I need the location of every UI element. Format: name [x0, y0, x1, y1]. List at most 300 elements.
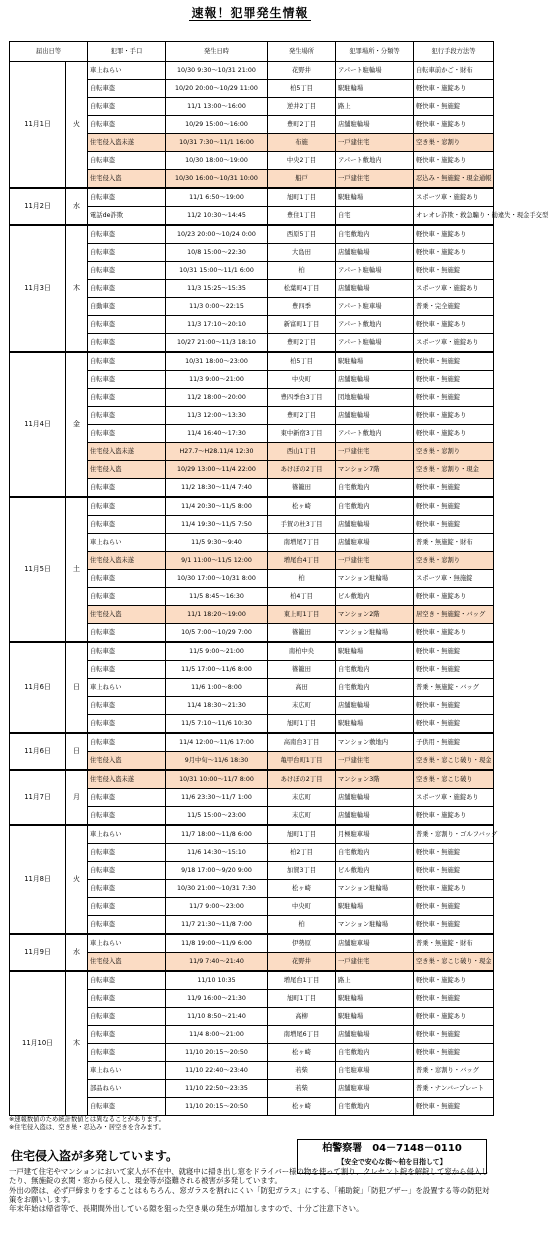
report-weekday: 木 [66, 225, 88, 352]
place-category: 駅駐輪場 [336, 352, 414, 371]
location: 旭町1丁目 [268, 188, 336, 207]
method: 空き巣・窓割り [414, 443, 494, 461]
location: 豊町2丁目 [268, 334, 336, 353]
table-row [10, 825, 494, 844]
occurrence-time: 11/5 9:00～21:00 [166, 642, 268, 661]
occurrence-time: 11/4 8:00～21:00 [166, 1026, 268, 1044]
col-header-location: 発生場所 [268, 42, 336, 62]
warning-headline: 住宅侵入盗が多発しています。 [11, 1149, 179, 1163]
place-category: 駅駐輪場 [336, 990, 414, 1008]
location: 柏5丁目 [268, 352, 336, 371]
crime-type: 自転車盗 [88, 516, 166, 534]
occurrence-time: 10/31 18:00～23:00 [166, 352, 268, 371]
crime-type: 自転車盗 [88, 280, 166, 298]
location: 末広町 [268, 697, 336, 715]
location: あけぼの2丁目 [268, 770, 336, 789]
occurrence-time: 11/5 17:00～11/6 8:00 [166, 661, 268, 679]
report-date: 11月8日 [10, 825, 66, 934]
place-category: アパート敷地内 [336, 425, 414, 443]
crime-type: 自転車盗 [88, 479, 166, 498]
place-category: アパート駐輪場 [336, 62, 414, 80]
report-date: 11月6日 [10, 642, 66, 733]
report-weekday: 日 [66, 733, 88, 770]
occurrence-time: 11/1 6:50～19:00 [166, 188, 268, 207]
location: 東上町1丁目 [268, 606, 336, 624]
location: 伊勢原 [268, 934, 336, 953]
location: 高柳 [268, 1008, 336, 1026]
occurrence-time: 11/5 15:00～23:00 [166, 807, 268, 826]
occurrence-time: 11/5 8:45～16:30 [166, 588, 268, 606]
method: 軽快車・無施錠 [414, 371, 494, 389]
method: 軽快車・施錠あり [414, 880, 494, 898]
location: 中央2丁目 [268, 152, 336, 170]
crime-type: 自転車盗 [88, 715, 166, 734]
col-header-crime-type: 犯罪・手口 [88, 42, 166, 62]
place-category: 店舗駐輪場 [336, 280, 414, 298]
place-category: マンション7階 [336, 461, 414, 479]
report-date: 11月10日 [10, 971, 66, 1116]
method: 軽快車・施錠あり [414, 316, 494, 334]
crime-table-body [10, 62, 548, 1116]
location: 末広町 [268, 789, 336, 807]
table-row [10, 188, 494, 207]
occurrence-time: 11/8 19:00～11/9 6:00 [166, 934, 268, 953]
occurrence-time: 11/4 20:30～11/5 8:00 [166, 497, 268, 516]
location: 若柴 [268, 1062, 336, 1080]
crime-type: 自転車盗 [88, 334, 166, 353]
occurrence-time: 11/10 20:15～20:50 [166, 1098, 268, 1116]
location: 松ヶ崎 [268, 880, 336, 898]
crime-type: 自動車盗 [88, 298, 166, 316]
crime-type: 自転車盗 [88, 116, 166, 134]
location: 南増尾7丁目 [268, 534, 336, 552]
occurrence-time: 11/1 13:00～16:00 [166, 98, 268, 116]
location: 松ヶ崎 [268, 1098, 336, 1116]
occurrence-time: 9/1 11:00～11/5 12:00 [166, 552, 268, 570]
report-weekday: 月 [66, 770, 88, 825]
occurrence-time: 11/4 18:30～21:30 [166, 697, 268, 715]
occurrence-time: 10/30 18:00～19:00 [166, 152, 268, 170]
place-category: 一戸建住宅 [336, 134, 414, 152]
method: 軽快車・無施錠 [414, 862, 494, 880]
location: 旭町1丁目 [268, 825, 336, 844]
location: 豊四季 [268, 298, 336, 316]
method: 軽快車・施錠あり [414, 425, 494, 443]
method: 居空き・無施錠・バッグ [414, 606, 494, 624]
report-date: 11月4日 [10, 352, 66, 497]
location: 大島田 [268, 244, 336, 262]
crime-type: 車上ねらい [88, 825, 166, 844]
method: 軽快車・無施錠 [414, 661, 494, 679]
crime-type: 自転車盗 [88, 733, 166, 752]
method: 普乗・無施錠・財布 [414, 934, 494, 953]
location: 篠籠田 [268, 661, 336, 679]
occurrence-time: 10/20 20:00～10/29 11:00 [166, 80, 268, 98]
method: 空き巣・窓割り [414, 134, 494, 152]
table-row [10, 497, 494, 516]
crime-type: 自転車盗 [88, 225, 166, 244]
place-category: 自宅敷地内 [336, 497, 414, 516]
occurrence-time: 9/18 17:00～9/20 9:00 [166, 862, 268, 880]
crime-type: 自転車盗 [88, 80, 166, 98]
crime-table [9, 41, 548, 1116]
method: 軽快車・無施錠 [414, 697, 494, 715]
place-category: アパート駐輪場 [336, 262, 414, 280]
location: 高田 [268, 679, 336, 697]
occurrence-time: 11/5 7:10～11/6 10:30 [166, 715, 268, 734]
place-category: 自宅敷地内 [336, 225, 414, 244]
occurrence-time: 11/3 17:10～20:10 [166, 316, 268, 334]
police-name-phone: 柏警察署 04－7148－0110 [322, 1143, 462, 1154]
crime-type: 自転車盗 [88, 497, 166, 516]
crime-type: 自転車盗 [88, 98, 166, 116]
place-category: マンション3階 [336, 770, 414, 789]
method: スポーツ車・施錠あり [414, 334, 494, 353]
crime-type: 自転車盗 [88, 990, 166, 1008]
warning-body [9, 1167, 493, 1213]
crime-type: 住宅侵入盗未遂 [88, 134, 166, 152]
location: 豊町2丁目 [268, 116, 336, 134]
report-date: 11月6日 [10, 733, 66, 770]
occurrence-time: 10/30 9:30～10/31 21:00 [166, 62, 268, 80]
method: 普乗・窓割り・ゴルフバッグ [414, 825, 494, 844]
method: 軽快車・無施錠 [414, 898, 494, 916]
table-row [10, 971, 494, 990]
occurrence-time: 11/5 9:30～9:40 [166, 534, 268, 552]
method: 空き巣・窓割り・現金 [414, 461, 494, 479]
place-category: アパート敷地内 [336, 152, 414, 170]
occurrence-time: 10/23 20:00～10/24 0:00 [166, 225, 268, 244]
occurrence-time: 10/31 15:00～11/1 6:00 [166, 262, 268, 280]
place-category: 店舗駐輪場 [336, 1026, 414, 1044]
occurrence-time: 10/8 15:00～22:30 [166, 244, 268, 262]
crime-type: 自転車盗 [88, 389, 166, 407]
place-category: 路上 [336, 98, 414, 116]
location: 豊住1丁目 [268, 207, 336, 226]
place-category: 店舗駐輪場 [336, 697, 414, 715]
place-category: 駅駐輪場 [336, 1008, 414, 1026]
place-category: 一戸建住宅 [336, 170, 414, 189]
crime-type: 自転車盗 [88, 262, 166, 280]
occurrence-time: 11/2 18:30～11/4 7:40 [166, 479, 268, 498]
location: 松葉町4丁目 [268, 280, 336, 298]
warning-paragraph: 外出の際は、必ず戸締まりをすることはもちろん、窓ガラスを割れにくい「防犯ガラス」にする、「補助錠」「防犯ブザー」を設置する等の防犯対策をお願いします。 [9, 1185, 490, 1204]
place-category: マンション駐輪場 [336, 624, 414, 643]
place-category: 団地駐輪場 [336, 389, 414, 407]
crime-type: 自転車盗 [88, 862, 166, 880]
place-category: アパート敷地内 [336, 316, 414, 334]
occurrence-time: 10/31 10:00～11/7 8:00 [166, 770, 268, 789]
place-category: 駅駐輪場 [336, 715, 414, 734]
report-date: 11月9日 [10, 934, 66, 971]
crime-type: 自転車盗 [88, 316, 166, 334]
place-category: 一戸建住宅 [336, 552, 414, 570]
occurrence-time: 11/10 20:15～20:50 [166, 1044, 268, 1062]
crime-type: 自転車盗 [88, 880, 166, 898]
report-weekday: 日 [66, 642, 88, 733]
crime-type: 自転車盗 [88, 1026, 166, 1044]
method: 軽快車・無施錠 [414, 98, 494, 116]
crime-type: 自転車盗 [88, 789, 166, 807]
table-row [10, 225, 494, 244]
place-category: 駅駐輪場 [336, 898, 414, 916]
crime-type: 住宅侵入盗 [88, 606, 166, 624]
place-category: 駅駐輪場 [336, 80, 414, 98]
location: 篠籠田 [268, 479, 336, 498]
occurrence-time: 11/6 23:30～11/7 1:00 [166, 789, 268, 807]
location: 豊四季台3丁目 [268, 389, 336, 407]
crime-type: 自転車盗 [88, 352, 166, 371]
occurrence-time: 11/1 18:20～19:00 [166, 606, 268, 624]
method: 軽快車・施錠あり [414, 244, 494, 262]
report-date: 11月3日 [10, 225, 66, 352]
place-category: マンション駐輪場 [336, 916, 414, 935]
report-date: 11月2日 [10, 188, 66, 225]
location: 中央町 [268, 371, 336, 389]
crime-type: 住宅侵入盗未遂 [88, 552, 166, 570]
occurrence-time: 10/29 15:00～16:00 [166, 116, 268, 134]
crime-type: 電話de詐欺 [88, 207, 166, 226]
crime-type: 住宅侵入盗未遂 [88, 443, 166, 461]
method: 軽快車・無施錠 [414, 844, 494, 862]
place-category: マンション駐輪場 [336, 570, 414, 588]
place-category: 一戸建住宅 [336, 752, 414, 771]
method: スポーツ車・無施錠 [414, 570, 494, 588]
crime-type: 自転車盗 [88, 588, 166, 606]
crime-type: 住宅侵入盗 [88, 461, 166, 479]
location: 船戸 [268, 170, 336, 189]
crime-type: 自転車盗 [88, 661, 166, 679]
method: 軽快車・無施錠 [414, 389, 494, 407]
place-category: 自宅駐車場 [336, 1062, 414, 1080]
occurrence-time: H27.7～H28.11/4 12:30 [166, 443, 268, 461]
method: 軽快車・施錠あり [414, 407, 494, 425]
place-category: 店舗駐車場 [336, 534, 414, 552]
col-header-occurrence-time: 発生日時 [166, 42, 268, 62]
place-category: 店舗駐輪場 [336, 516, 414, 534]
location: 柏2丁目 [268, 844, 336, 862]
occurrence-time: 9月中旬～11/6 18:30 [166, 752, 268, 771]
place-category: 自宅敷地内 [336, 679, 414, 697]
place-category: マンション駐輪場 [336, 880, 414, 898]
warning-paragraph: 一戸建て住宅やマンションにおいて家人が不在中、就寝中に掃き出し窓をドライバー様の物を使って割り、クレセント錠を解錠して窓から侵入したり、無施錠の玄関・窓から侵入し、現金等が盗難される被害が多発しています。 [9, 1167, 489, 1186]
occurrence-time: 11/3 0:00～22:15 [166, 298, 268, 316]
place-category: アパート駐輪場 [336, 334, 414, 353]
location: 旭町1丁目 [268, 715, 336, 734]
place-category: 自宅敷地内 [336, 661, 414, 679]
method: 軽快車・施錠あり [414, 225, 494, 244]
occurrence-time: 11/9 16:00～21:30 [166, 990, 268, 1008]
place-category: 一戸建住宅 [336, 443, 414, 461]
method: 普乗・無施錠・財布 [414, 534, 494, 552]
place-category: 路上 [336, 971, 414, 990]
occurrence-time: 11/10 8:50～21:40 [166, 1008, 268, 1026]
crime-type: 自転車盗 [88, 1098, 166, 1116]
table-row [10, 642, 494, 661]
place-category: 店舗駐輪場 [336, 407, 414, 425]
location: 柏4丁目 [268, 588, 336, 606]
table-row [10, 62, 494, 80]
occurrence-time: 10/5 7:00～10/29 7:00 [166, 624, 268, 643]
location: 柏5丁目 [268, 80, 336, 98]
place-category: マンション敷地内 [336, 733, 414, 752]
occurrence-time: 11/4 12:00～11/6 17:00 [166, 733, 268, 752]
table-row [10, 934, 494, 953]
crime-type: 自転車盗 [88, 152, 166, 170]
crime-type: 車上ねらい [88, 62, 166, 80]
occurrence-time: 10/30 21:00～10/31 7:30 [166, 880, 268, 898]
crime-type: 住宅侵入盗 [88, 752, 166, 771]
place-category: 一戸建住宅 [336, 953, 414, 972]
crime-type: 部品ねらい [88, 1080, 166, 1098]
method: 普乗・無施錠・バッグ [414, 679, 494, 697]
location: 中央町 [268, 898, 336, 916]
crime-type: 住宅侵入盗 [88, 953, 166, 972]
location: 松ヶ崎 [268, 1044, 336, 1062]
location: 南柏中央 [268, 642, 336, 661]
occurrence-time: 10/31 7:30～11/1 16:00 [166, 134, 268, 152]
crime-type: 自転車盗 [88, 570, 166, 588]
method: 空き巣・窓こじ破り・現金 [414, 953, 494, 972]
crime-type: 自転車盗 [88, 407, 166, 425]
location: 柏 [268, 262, 336, 280]
report-weekday: 木 [66, 971, 88, 1116]
location: 南増尾6丁目 [268, 1026, 336, 1044]
report-date: 11月1日 [10, 62, 66, 189]
place-category: 店舗駐輪場 [336, 789, 414, 807]
table-row [10, 352, 494, 371]
col-header-place-category: 犯罪場所・分類等 [336, 42, 414, 62]
crime-type: 車上ねらい [88, 1062, 166, 1080]
place-category: 自宅敷地内 [336, 844, 414, 862]
method: 軽快車・施錠あり [414, 971, 494, 990]
method: 普乗・窓割り・バッグ [414, 1062, 494, 1080]
method: スポーツ車・施錠あり [414, 280, 494, 298]
notes [9, 1116, 165, 1132]
col-header-report-date: 届出日等 [10, 42, 88, 62]
location: 若柴 [268, 1080, 336, 1098]
method: 忍込み・無施錠・現金通帳 [414, 170, 494, 189]
note-line: ※速報数値のため統計数値とは異なることがあります。 [9, 1116, 165, 1123]
crime-type: 自転車盗 [88, 425, 166, 443]
crime-type: 自転車盗 [88, 971, 166, 990]
location: 亀甲台町1丁目 [268, 752, 336, 771]
method: 軽快車・無施錠 [414, 642, 494, 661]
location: 花野井 [268, 62, 336, 80]
occurrence-time: 11/10 22:40～23:40 [166, 1062, 268, 1080]
location: 東中新宿3丁目 [268, 425, 336, 443]
occurrence-time: 11/2 18:00～20:00 [166, 389, 268, 407]
method: 空き巣・窓こじ破り・現金 [414, 752, 494, 771]
report-date: 11月7日 [10, 770, 66, 825]
method: 軽快車・施錠あり [414, 1008, 494, 1026]
report-weekday: 水 [66, 934, 88, 971]
page-title: 速報！犯罪発生情報 [191, 6, 309, 20]
place-category: 店舗駐車場 [336, 1080, 414, 1098]
crime-type: 自転車盗 [88, 642, 166, 661]
crime-type: 自転車盗 [88, 697, 166, 715]
place-category: 店舗駐輪場 [336, 807, 414, 826]
warning-paragraph: 年末年始は帰省等で、長期間外出している隙を狙った空き巣の発生が増加しますので、十分ご注意下さい。 [9, 1204, 364, 1214]
method: 軽快車・施錠あり [414, 80, 494, 98]
crime-type: 自転車盗 [88, 371, 166, 389]
occurrence-time: 11/6 1:00～8:00 [166, 679, 268, 697]
occurrence-time: 10/27 21:00～11/3 18:10 [166, 334, 268, 353]
occurrence-time: 11/3 9:00～21:00 [166, 371, 268, 389]
col-header-method: 犯行手段方法等 [414, 42, 494, 62]
crime-type: 自転車盗 [88, 844, 166, 862]
place-category: 自宅敷地内 [336, 1098, 414, 1116]
location: 加賀3丁目 [268, 862, 336, 880]
location: 松ヶ崎 [268, 497, 336, 516]
occurrence-time: 11/9 7:40～21:40 [166, 953, 268, 972]
crime-type: 自転車盗 [88, 624, 166, 643]
table-row [10, 733, 494, 752]
report-weekday: 火 [66, 825, 88, 934]
method: 普乗・ナンバープレート [414, 1080, 494, 1098]
location: 西山1丁目 [268, 443, 336, 461]
location: 旭町1丁目 [268, 990, 336, 1008]
method: 軽快車・無施錠 [414, 715, 494, 734]
occurrence-time: 10/30 16:00～10/31 10:00 [166, 170, 268, 189]
method: 子供用・無施錠 [414, 733, 494, 752]
location: あけぼの2丁目 [268, 461, 336, 479]
method: 軽快車・無施錠 [414, 497, 494, 516]
occurrence-time: 11/7 9:00～23:00 [166, 898, 268, 916]
occurrence-time: 11/6 14:30～15:10 [166, 844, 268, 862]
occurrence-time: 11/7 21:30～11/8 7:00 [166, 916, 268, 935]
occurrence-time: 11/10 10:35 [166, 971, 268, 990]
method: 自転車前かご・財布 [414, 62, 494, 80]
occurrence-time: 11/2 10:30～14:45 [166, 207, 268, 226]
method: 軽快車・無施錠 [414, 990, 494, 1008]
table-header-row [10, 42, 494, 62]
crime-type: 自転車盗 [88, 244, 166, 262]
crime-type: 車上ねらい [88, 934, 166, 953]
method: 軽快車・施錠あり [414, 807, 494, 826]
occurrence-time: 11/3 15:25～15:35 [166, 280, 268, 298]
place-category: 店舗駐輪場 [336, 116, 414, 134]
place-category: ビル敷地内 [336, 588, 414, 606]
location: 増尾台4丁目 [268, 552, 336, 570]
crime-type: 自転車盗 [88, 1044, 166, 1062]
place-category: 店舗駐輪場 [336, 371, 414, 389]
method: 軽快車・無施錠 [414, 1098, 494, 1116]
crime-type: 自転車盗 [88, 916, 166, 935]
location: 逆井2丁目 [268, 98, 336, 116]
method: オレオレ詐欺・救急騙り・勧違失・現金手交型 [414, 207, 494, 226]
place-category: 店舗駐車場 [336, 934, 414, 953]
report-weekday: 土 [66, 497, 88, 642]
method: スポーツ車・施錠あり [414, 188, 494, 207]
occurrence-time: 10/29 13:00～11/4 22:00 [166, 461, 268, 479]
police-slogan: 【安全で安心な街～柏を目指して】 [337, 1158, 447, 1166]
method: 軽快車・施錠あり [414, 624, 494, 643]
crime-type: 住宅侵入盗未遂 [88, 770, 166, 789]
method: 軽快車・無施錠 [414, 916, 494, 935]
report-weekday: 金 [66, 352, 88, 497]
method: 軽快車・施錠あり [414, 116, 494, 134]
location: 末広町 [268, 807, 336, 826]
method: 軽快車・施錠あり [414, 152, 494, 170]
location: 新富町1丁目 [268, 316, 336, 334]
method: 軽快車・無施錠 [414, 479, 494, 498]
place-category: 自宅敷地内 [336, 479, 414, 498]
method: 軽快車・無施錠 [414, 516, 494, 534]
crime-type: 自転車盗 [88, 1008, 166, 1026]
location: 花野井 [268, 953, 336, 972]
occurrence-time: 11/3 12:00～13:30 [166, 407, 268, 425]
